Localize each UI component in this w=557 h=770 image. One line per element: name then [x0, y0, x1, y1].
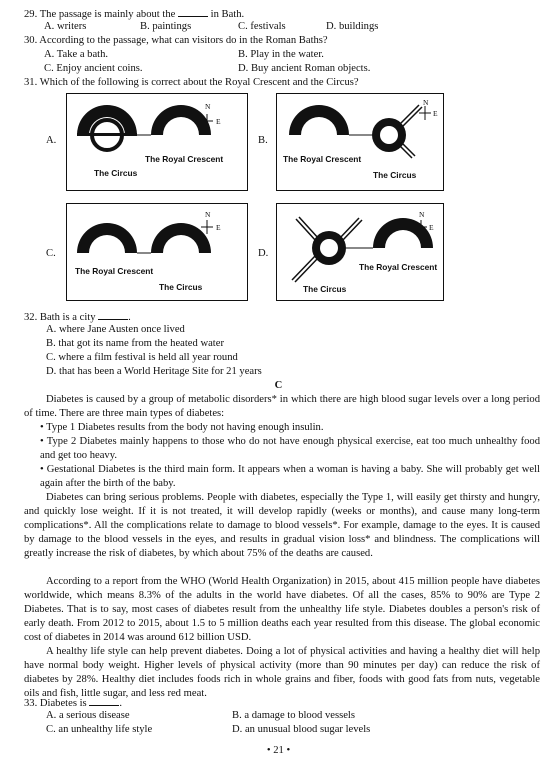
diagram-b-map [277, 94, 443, 190]
passage-paragraph-2: Diabetes can bring serious problems. People with diabetes, especially the Type 1, will easily get thirsty and hungry, and quickly lose weight. If it is not treated, it will develop rapidly (weeks or months), and cause many long-term complications*. All the complications relate to damage to blood vessels*. For example, damage to the eyes. It is caused by damage to the blood vessels in the eyes, and results in gradual vision loss* and blindness. The complications will greatly increase the risk of diabetes, by which about 75% of the deaths are caused. [24, 492, 540, 559]
option-d-letter: D. [258, 248, 269, 259]
bullet-type-2: • Type 2 Diabetes mainly happens to those who do not have enough physical exercise, eat too much unhealthy food and get too heavy. [40, 436, 540, 461]
q30-option-d: D. Buy ancient Roman objects. [238, 63, 371, 74]
circus-label: The Circus [373, 170, 417, 180]
circus-label: The Circus [94, 168, 138, 178]
option-b-letter: B. [258, 135, 268, 146]
diagram-d [276, 203, 444, 301]
q29-option-a: A. writers [44, 21, 87, 32]
compass-e: E [429, 223, 434, 232]
q32-option-d: D. that has been a World Heritage Site for 21 years [46, 366, 262, 377]
royal-crescent-label: The Royal Crescent [359, 262, 438, 272]
q33-option-d: D. an unusual blood sugar levels [232, 724, 371, 735]
diagram-b [276, 93, 444, 191]
compass-n: N [419, 210, 425, 219]
q33-option-c: C. an unhealthy life style [46, 724, 153, 735]
q33-stem: 33. Diabetes is . [24, 695, 122, 711]
q30-option-b: B. Play in the water. [238, 49, 324, 60]
compass-e: E [216, 223, 221, 232]
q33-option-a: A. a serious disease [46, 710, 130, 721]
bullet-type-1: • Type 1 Diabetes results from the body not having enough insulin. [40, 422, 324, 433]
compass-n: N [205, 102, 211, 111]
section-c-heading: C [274, 380, 283, 391]
compass-n: N [423, 98, 429, 107]
answer-blank [98, 309, 128, 320]
circus-label: The Circus [303, 284, 347, 294]
q32-stem: 32. Bath is a city . [24, 309, 131, 325]
q29-option-c: C. festivals [238, 21, 286, 32]
circus-label: The Circus [159, 282, 203, 292]
q30-stem: 30. According to the passage, what can visitors do in the Roman Baths? [24, 35, 328, 46]
answer-blank [89, 695, 119, 706]
option-c-letter: C. [46, 248, 56, 259]
diagram-c-map [67, 204, 247, 300]
royal-crescent-label: The Royal Crescent [145, 154, 224, 164]
royal-crescent-label: The Royal Crescent [283, 154, 362, 164]
page-number: • 21 • [266, 745, 291, 756]
q30-option-a: A. Take a bath. [44, 49, 109, 60]
q32-option-a: A. where Jane Austen once lived [46, 324, 185, 335]
q32-option-c: C. where a film festival is held all year round [46, 352, 238, 363]
passage-paragraph-1: Diabetes is caused by a group of metabolic disorders* in which there are high blood sugar levels over a long period of time. There are three main types of diabetes: [24, 394, 540, 419]
passage-paragraph-3: According to a report from the WHO (World Health Organization) in 2015, about 415 million people have diabetes worldwide, which means 8.3% of the adults in the world have diabetes. Of all the cases, 85% to 90% are Type 2 Diabetes. That is to say, most cases of diabetes result from the unhealthy life style. Diabetes doubles a person's risk of early death. From 2012 to 2015, about 1.5 to 5 million deaths each year resulted from this disease. The global economic cost of diabetes in 2014 was around 612 billion USD. [24, 576, 540, 643]
answer-blank [178, 6, 208, 17]
compass-e: E [433, 109, 438, 118]
q32-option-b: B. that got its name from the heated water [46, 338, 224, 349]
bullet-gestational: • Gestational Diabetes is the third main form. It appears when a woman is having a baby. She will probably get well again after the birth of the baby. [40, 464, 540, 489]
diagram-a [66, 93, 248, 191]
q31-stem: 31. Which of the following is correct about the Royal Crescent and the Circus? [24, 77, 359, 88]
diagram-c [66, 203, 248, 301]
passage-paragraph-4: A healthy life style can help prevent diabetes. Doing a lot of physical activities and having a healthy diet will help have normal body weight. Higher levels of physical activity (more than 90 minutes per day) can reduce the risk of diabetes by 28%. Healthy diet includes foods rich in whole grains and fiber, foods with good fats from nuts, vegetable oils and fish, little sugar, and less red meat. [24, 646, 540, 699]
q29-option-b: B. paintings [140, 21, 192, 32]
q33-option-b: B. a damage to blood vessels [232, 710, 355, 721]
q29-option-d: D. buildings [326, 21, 379, 32]
q30-option-c: C. Enjoy ancient coins. [44, 63, 143, 74]
royal-crescent-label: The Royal Crescent [75, 266, 154, 276]
compass-e: E [216, 117, 221, 126]
compass-n: N [205, 210, 211, 219]
option-a-letter: A. [46, 135, 57, 146]
q29-stem: 29. The passage is mainly about the in Bath. [24, 6, 244, 22]
